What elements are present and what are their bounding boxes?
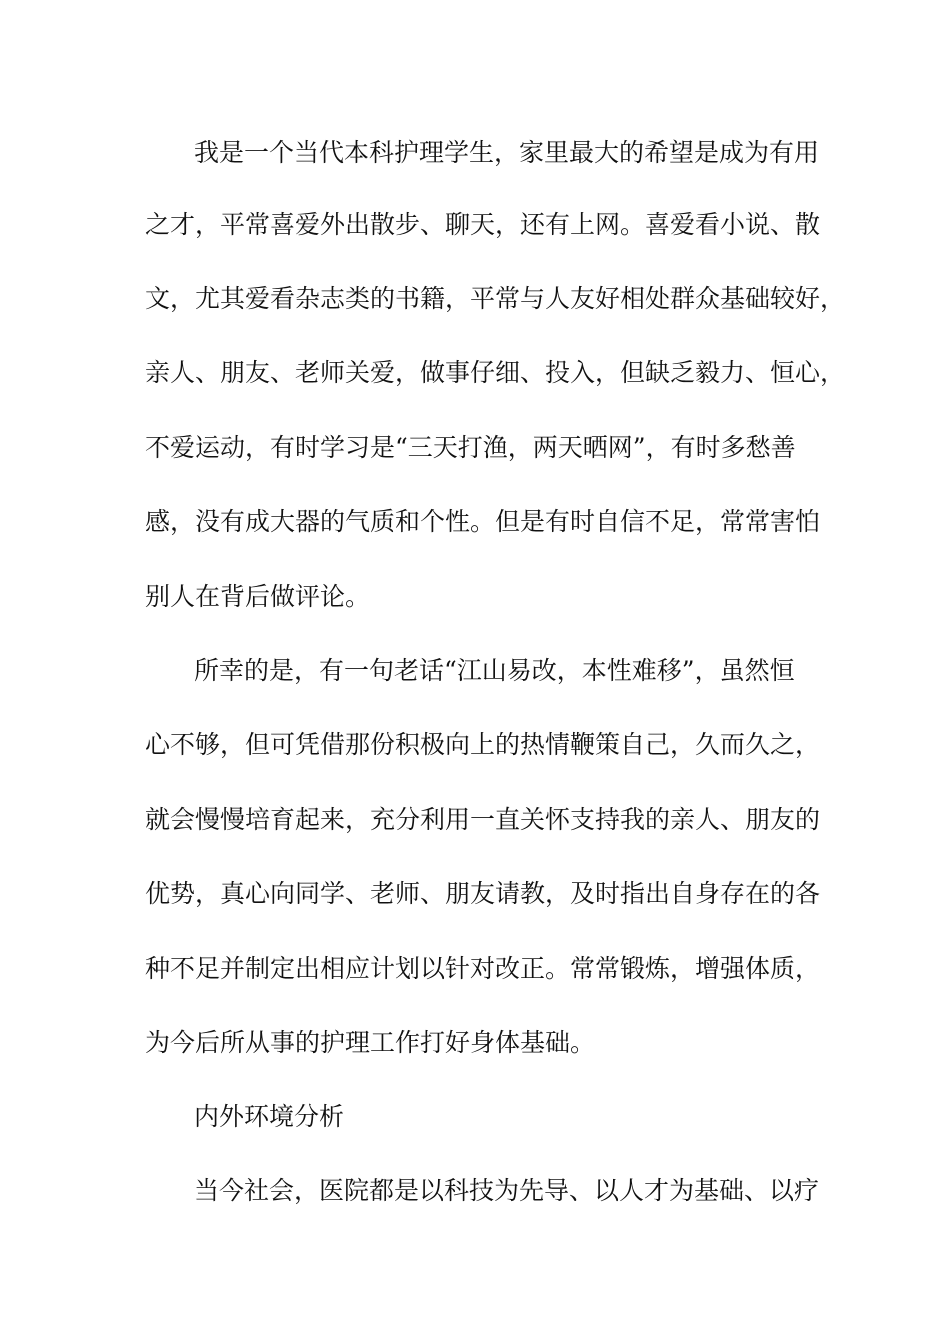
paragraph-2-line-3: 就会慢慢培育起来，充分利用一直关怀支持我的亲人、朋友的 bbox=[145, 805, 821, 834]
section-heading: 内外环境分析 bbox=[194, 1102, 345, 1131]
paragraph-2-line-4: 优势，真心向同学、老师、朋友请教，及时指出自身存在的各 bbox=[145, 879, 821, 908]
paragraph-2-line-5: 种不足并制定出相应计划以针对改正。常常锻炼，增强体质， bbox=[145, 954, 821, 983]
paragraph-1-line-4: 亲人、朋友、老师关爱，做事仔细、投入，但缺乏毅力、恒心， bbox=[145, 358, 846, 387]
paragraph-1-line-2: 之才，平常喜爱外出散步、聊天，还有上网。喜爱看小说、散 bbox=[145, 210, 821, 239]
paragraph-1-line-1: 我是一个当代本科护理学生，家里最大的希望是成为有用 bbox=[194, 138, 820, 167]
paragraph-1-line-6: 感，没有成大器的气质和个性。但是有时自信不足，常常害怕 bbox=[145, 507, 821, 536]
paragraph-1-line-3: 文，尤其爱看杂志类的书籍，平常与人友好相处群众基础较好， bbox=[145, 284, 846, 313]
paragraph-2-line-1: 所幸的是，有一句老话“江山易改，本性难移”，虽然恒 bbox=[194, 656, 795, 685]
paragraph-3-line-1: 当今社会，医院都是以科技为先导、以人才为基础、以疗 bbox=[194, 1176, 820, 1205]
paragraph-2-line-6: 为今后所从事的护理工作打好身体基础。 bbox=[145, 1028, 596, 1057]
paragraph-1-line-5: 不爱运动，有时学习是“三天打渔，两天晒网”，有时多愁善 bbox=[145, 433, 796, 462]
paragraph-1-line-7: 别人在背后做评论。 bbox=[145, 582, 371, 611]
paragraph-2-line-2: 心不够，但可凭借那份积极向上的热情鞭策自己，久而久之， bbox=[145, 730, 821, 759]
